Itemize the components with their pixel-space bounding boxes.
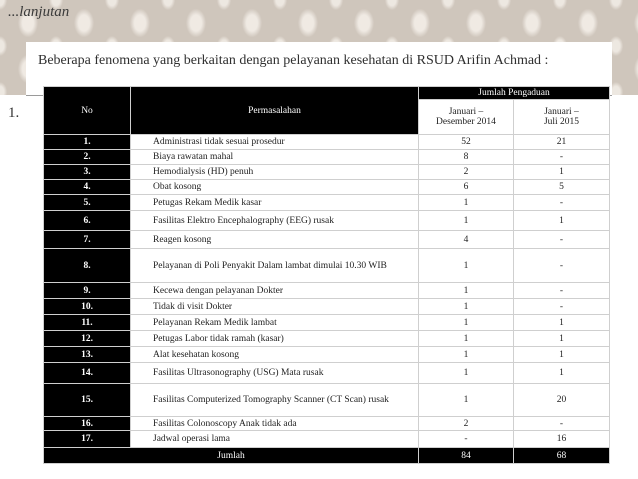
- table-row: [44, 384, 610, 417]
- row-number: 8.: [44, 249, 131, 283]
- slide-title: ...lanjutan: [8, 4, 70, 20]
- row-number: 12.: [44, 331, 131, 347]
- row-problem: Fasilitas Computerized Tomography Scanner (CT Scan) rusak: [131, 384, 419, 417]
- row-problem: Petugas Rekam Medik kasar: [131, 195, 419, 211]
- row-count-2014: 1: [419, 347, 514, 363]
- complaints-table: [43, 86, 610, 464]
- table-row: [44, 331, 610, 347]
- row-count-2014: 8: [419, 150, 514, 165]
- row-count-2015: 5: [514, 180, 610, 195]
- row-count-2015: -: [514, 249, 610, 283]
- table-row: [44, 195, 610, 211]
- row-count-2015: 1: [514, 363, 610, 384]
- table-row: [44, 431, 610, 448]
- row-count-2014: 1: [419, 195, 514, 211]
- total-count-2015: 68: [514, 448, 610, 464]
- total-count-2014: 84: [419, 448, 514, 464]
- row-count-2015: -: [514, 150, 610, 165]
- row-count-2015: 1: [514, 315, 610, 331]
- table-row: [44, 165, 610, 180]
- row-count-2014: 1: [419, 249, 514, 283]
- row-number: 13.: [44, 347, 131, 363]
- row-problem: Obat kosong: [131, 180, 419, 195]
- row-problem: Biaya rawatan mahal: [131, 150, 419, 165]
- row-count-2015: 1: [514, 347, 610, 363]
- row-count-2015: 21: [514, 135, 610, 150]
- table-row: [44, 283, 610, 299]
- row-count-2015: -: [514, 283, 610, 299]
- table-row: [44, 231, 610, 249]
- table-row: [44, 249, 610, 283]
- row-count-2015: 1: [514, 331, 610, 347]
- row-count-2014: 2: [419, 165, 514, 180]
- header-period-2015-line2: Juli 2015: [543, 117, 580, 127]
- row-number: 5.: [44, 195, 131, 211]
- row-problem: Fasilitas Colonoscopy Anak tidak ada: [131, 417, 419, 431]
- row-count-2014: 1: [419, 363, 514, 384]
- row-problem: Kecewa dengan pelayanan Dokter: [131, 283, 419, 299]
- row-count-2015: -: [514, 195, 610, 211]
- table-row: [44, 135, 610, 150]
- row-number: 3.: [44, 165, 131, 180]
- row-number: 4.: [44, 180, 131, 195]
- row-count-2015: -: [514, 231, 610, 249]
- row-problem: Pelayanan Rekam Medik lambat: [131, 315, 419, 331]
- row-number: 15.: [44, 384, 131, 417]
- row-problem: Administrasi tidak sesuai prosedur: [131, 135, 419, 150]
- row-count-2015: -: [514, 299, 610, 315]
- row-count-2015: 1: [514, 211, 610, 231]
- row-count-2015: 20: [514, 384, 610, 417]
- row-count-2014: 2: [419, 417, 514, 431]
- row-count-2014: 1: [419, 384, 514, 417]
- header-period-2014-line1: Januari –: [448, 107, 484, 117]
- row-problem: Reagen kosong: [131, 231, 419, 249]
- row-number: 11.: [44, 315, 131, 331]
- row-problem: Alat kesehatan kosong: [131, 347, 419, 363]
- row-number: 16.: [44, 417, 131, 431]
- table-row: [44, 417, 610, 431]
- row-number: 7.: [44, 231, 131, 249]
- header-complaint-count: Jumlah Pengaduan: [419, 87, 610, 100]
- row-number: 10.: [44, 299, 131, 315]
- row-count-2014: 1: [419, 331, 514, 347]
- table-row: [44, 315, 610, 331]
- row-problem: Pelayanan di Poli Penyakit Dalam lambat dimulai 10.30 WIB: [131, 249, 419, 283]
- row-problem: Petugas Labor tidak ramah (kasar): [131, 331, 419, 347]
- row-number: 1.: [44, 135, 131, 150]
- total-row: [44, 448, 610, 464]
- table-row: [44, 347, 610, 363]
- table-row: [44, 363, 610, 384]
- row-problem: Fasilitas Elektro Encephalography (EEG) rusak: [131, 211, 419, 231]
- row-count-2014: 1: [419, 299, 514, 315]
- row-number: 2.: [44, 150, 131, 165]
- header-problem: Permasalahan: [131, 87, 419, 135]
- row-number: 6.: [44, 211, 131, 231]
- row-count-2014: 1: [419, 283, 514, 299]
- row-count-2014: 4: [419, 231, 514, 249]
- row-count-2014: 1: [419, 315, 514, 331]
- row-number: 17.: [44, 431, 131, 448]
- row-problem: Hemodialysis (HD) penuh: [131, 165, 419, 180]
- row-count-2014: 1: [419, 211, 514, 231]
- row-problem: Tidak di visit Dokter: [131, 299, 419, 315]
- row-count-2015: 1: [514, 165, 610, 180]
- row-number: 9.: [44, 283, 131, 299]
- header-period-2014: [419, 100, 514, 135]
- header-period-2014-line2: Desember 2014: [436, 117, 496, 127]
- table-row: [44, 211, 610, 231]
- header-period-2015-line1: Januari –: [544, 107, 579, 117]
- point-number: 1.: [8, 105, 20, 121]
- total-label: Jumlah: [44, 448, 419, 464]
- table-row: [44, 180, 610, 195]
- row-count-2015: -: [514, 417, 610, 431]
- row-count-2014: -: [419, 431, 514, 448]
- row-problem: Fasilitas Ultrasonography (USG) Mata rusak: [131, 363, 419, 384]
- table-row: [44, 299, 610, 315]
- row-count-2015: 16: [514, 431, 610, 448]
- row-number: 14.: [44, 363, 131, 384]
- row-count-2014: 52: [419, 135, 514, 150]
- slide-subtitle: Beberapa fenomena yang berkaitan dengan pelayanan kesehatan di RSUD Arifin Achmad :: [38, 53, 549, 68]
- header-period-2015: [514, 100, 610, 135]
- row-problem: Jadwal operasi lama: [131, 431, 419, 448]
- table-row: [44, 150, 610, 165]
- header-no: No: [44, 87, 131, 135]
- row-count-2014: 6: [419, 180, 514, 195]
